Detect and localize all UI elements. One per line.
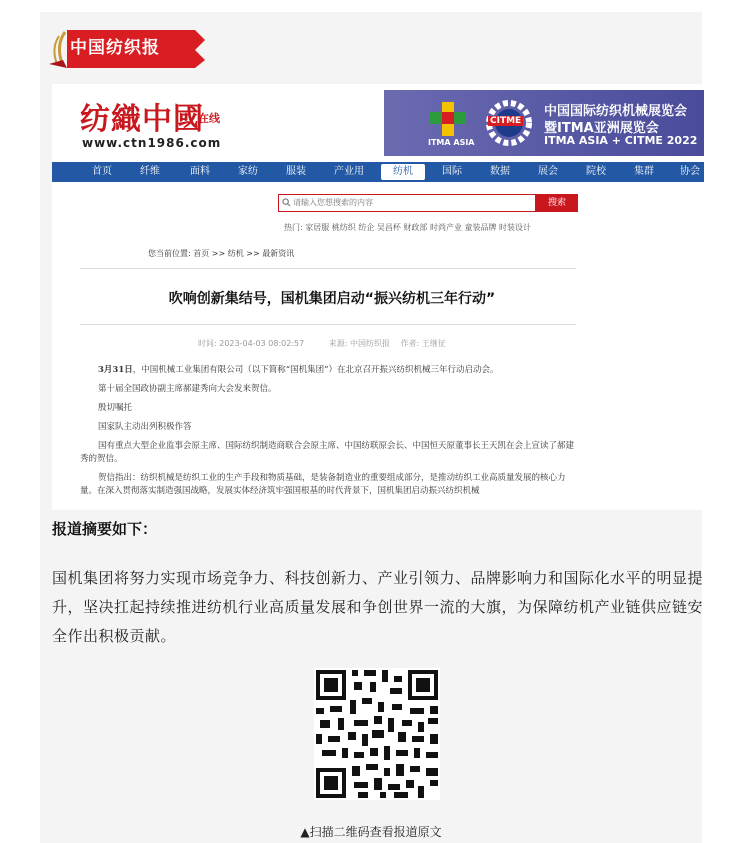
itma-label: ITMA ASIA xyxy=(428,138,475,147)
summary-text: 国机集团将努力实现市场竞争力、科技创新力、产业引领力、品牌影响力和国际化水平的明显提升，坚决扛起持续推进纺机行业高质量发展和争创世界一流的大旗，为保障纺机产业链供应链安全作出积极贡献。 xyxy=(52,569,704,645)
divider xyxy=(80,324,576,325)
qr-code-icon[interactable] xyxy=(314,668,440,800)
nav-item-data[interactable]: 数据 xyxy=(490,166,510,177)
nav-item-cluster[interactable]: 集群 xyxy=(634,166,654,177)
nav-item-exhibition[interactable]: 展会 xyxy=(538,166,558,177)
badge-label: 中国纺织报 xyxy=(70,38,160,58)
nav-item-fabric[interactable]: 面料 xyxy=(190,166,210,177)
banner-line3: ITMA ASIA + CITME 2022 xyxy=(544,134,698,147)
qr-caption: ▲扫描二维码查看报道原文 xyxy=(300,825,442,839)
nav-item-machinery[interactable]: 纺机 xyxy=(393,166,413,177)
hot-label: 热门: xyxy=(284,223,303,232)
hot-term-links[interactable]: 家居服 桃纺织 纺企 吴昌杯 财政部 时尚产业 童装品牌 时装设计 xyxy=(305,223,532,232)
nav-item-international[interactable]: 国际 xyxy=(442,166,462,177)
article-time: 时间: 2023-04-03 08:02:57 xyxy=(198,339,305,348)
summary-title: 报道摘要如下： xyxy=(52,520,158,538)
article-paragraph: 国家队主动出列积极作答 xyxy=(98,422,192,432)
nav-item-college[interactable]: 院校 xyxy=(586,166,606,177)
article-paragraph: 贺信指出：纺织机械是纺织工业的生产手段和物质基础，是装备制造业的重要组成部分，是推动纺织工业高质量发展的核心力量。在深入贯彻落实制造强国战略，发展实体经济筑牢强国根基的时代背景下，国机集团启动振兴纺织机械 xyxy=(80,473,566,496)
search-button[interactable]: 搜索 xyxy=(536,194,578,212)
article-headline: 吹响创新集结号，国机集团启动“振兴纺机三年行动” xyxy=(168,291,496,307)
article-paragraph xyxy=(80,364,578,377)
site-logo[interactable]: 纺織中國 xyxy=(80,102,204,137)
nav-item-home[interactable]: 首页 xyxy=(92,166,112,177)
divider xyxy=(80,268,576,269)
citme-label: CITME xyxy=(490,116,522,126)
search-icon xyxy=(282,198,291,207)
article-date: 3月31日 xyxy=(98,365,133,375)
nav-item-industrial[interactable]: 产业用 xyxy=(334,166,364,177)
nav-item-apparel[interactable]: 服装 xyxy=(286,166,306,177)
article-paragraph: 国有重点大型企业监事会原主席、国际纺织制造商联合会原主席、中国纺联原会长、中国恒天原董事长王天凯在会上宣读了郝建秀的贺信。 xyxy=(80,441,575,464)
article-screenshot xyxy=(52,84,704,510)
article-paragraph: 殷切嘱托 xyxy=(98,403,133,413)
site-url: www.ctn1986.com xyxy=(82,136,222,150)
article-paragraph-rest: ，中国机械工业集团有限公司（以下简称“国机集团”）在北京召开振兴纺织机械三年行动启动会。 xyxy=(132,365,499,375)
ad-banner[interactable] xyxy=(384,90,704,156)
search-placeholder: 请输入您想搜索的内容 xyxy=(293,198,373,207)
search-input[interactable] xyxy=(278,194,536,212)
nav-item-fiber[interactable]: 纤维 xyxy=(140,166,160,177)
site-logo-suffix: 在线 xyxy=(198,112,220,125)
itma-logo-icon xyxy=(428,100,468,138)
banner-line1: 中国国际纺织机械展览会 xyxy=(544,104,688,119)
main-nav xyxy=(52,162,704,182)
banner-line2: 暨ITMA亚洲展览会 xyxy=(544,121,659,136)
hot-terms xyxy=(284,222,531,233)
article-source: 来源: 中国纺织报 xyxy=(328,339,390,348)
article-paragraph: 第十届全国政协副主席郝建秀向大会发来贺信。 xyxy=(98,384,277,394)
nav-item-home-textile[interactable]: 家纺 xyxy=(238,166,258,177)
nav-item-association[interactable]: 协会 xyxy=(680,166,700,177)
article-author: 作者: 王继征 xyxy=(400,339,446,348)
breadcrumb[interactable]: 您当前位置: 首页 >> 纺机 >> 最新资讯 xyxy=(148,249,295,258)
article-meta xyxy=(198,338,446,349)
